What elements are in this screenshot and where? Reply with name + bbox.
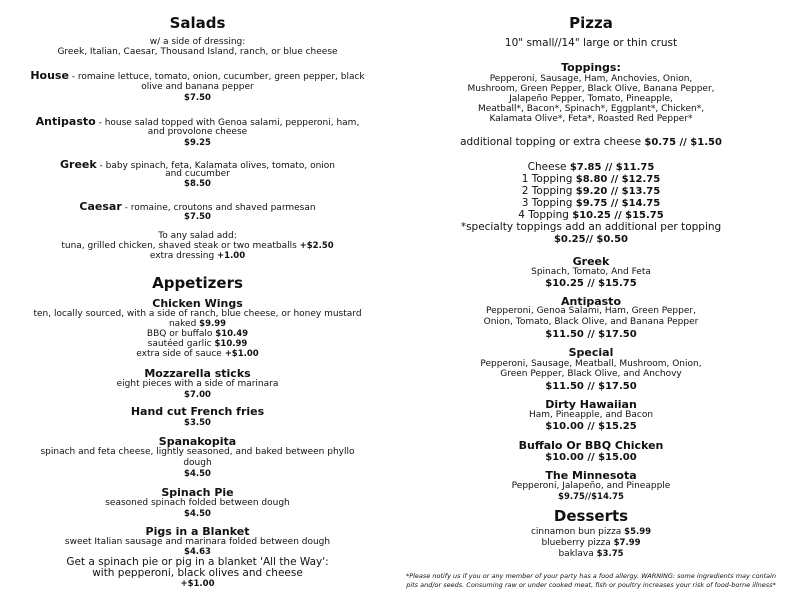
- pizza-heading: Pizza: [569, 14, 613, 32]
- specialty-price: $10.00 // $15.25: [545, 421, 637, 432]
- salad-greek-desc: and cucumber: [165, 169, 230, 179]
- salad-add-line: tuna, grilled chicken, shaved steak or two meatballs +$2.50: [61, 241, 334, 251]
- salad-greek: Greek - baby spinach, feta, Kalamata olives, tomato, onion: [59, 158, 335, 171]
- salad-antipasto-price: $9.25: [184, 138, 211, 148]
- specialty-name: Greek: [572, 255, 610, 268]
- salad-greek-price: $8.50: [184, 179, 211, 189]
- specialty-name: Dirty Hawaiian: [545, 398, 637, 411]
- salad-antipasto-desc: and provolone cheese: [147, 127, 248, 137]
- salads-heading: Salads: [169, 14, 226, 32]
- specialty-name: Buffalo Or BBQ Chicken: [518, 439, 664, 452]
- pigs-desc: sweet Italian sausage and marinara folded between dough: [64, 537, 331, 547]
- allergy-note: *Please notify us if you or any member of your party has a food allergy. WARNING: some ingredients may contain: [405, 572, 777, 580]
- price-row: 1 Topping $8.80 // $12.75: [521, 173, 661, 185]
- specialty-price: $10.00 // $15.00: [545, 452, 637, 463]
- specialty-name: The Minnesota: [545, 469, 637, 482]
- price-row: 2 Topping $9.20 // $13.75: [521, 185, 661, 197]
- price-row: 4 Topping $10.25 // $15.75: [518, 209, 664, 221]
- wings-sauce: extra side of sauce +$1.00: [136, 349, 259, 359]
- toppings-line: Kalamata Olive*, Feta*, Roasted Red Pepper*: [489, 114, 693, 124]
- fries-price: $3.50: [184, 418, 211, 428]
- toppings-heading: Toppings:: [561, 61, 621, 74]
- price-row: Cheese $7.85 // $11.75: [527, 161, 655, 173]
- specialty-desc: Pepperoni, Sausage, Meatball, Mushroom, Onion,: [480, 359, 702, 369]
- toppings-line: Mushroom, Green Pepper, Black Olive, Banana Pepper,: [467, 84, 715, 94]
- desserts-heading: Desserts: [553, 507, 629, 525]
- wings-bbq: BBQ or buffalo $10.49: [146, 329, 249, 339]
- spanakopita-desc: spinach and feta cheese, lightly seasoned, and baked between phyllo: [40, 447, 355, 457]
- appetizers-heading: Appetizers: [152, 274, 243, 292]
- wings-name: Chicken Wings: [152, 297, 243, 310]
- mozz-price: $7.00: [184, 390, 211, 400]
- all-the-way-price: +$1.00: [180, 579, 215, 589]
- dessert-item: blueberry pizza $7.99: [541, 538, 641, 548]
- dessert-item: cinnamon bun pizza $5.99: [530, 527, 652, 537]
- salad-caesar-price: $7.50: [184, 212, 211, 222]
- dressing-options: Greek, Italian, Caesar, Thousand Island, ranch, or blue cheese: [57, 47, 338, 57]
- spanakopita-desc2: dough: [183, 458, 212, 468]
- pigs-name: Pigs in a Blanket: [145, 525, 250, 538]
- pigs-price: $4.63: [184, 547, 211, 557]
- specialty-desc: Green Pepper, Black Olive, and Anchovy: [500, 369, 682, 379]
- toppings-line: Pepperoni, Sausage, Ham, Anchovies, Onion,: [489, 74, 693, 84]
- specialty-price: $11.50 // $17.50: [545, 381, 637, 392]
- specialty-desc: Spinach, Tomato, And Feta: [531, 267, 651, 277]
- specialty-name: Antipasto: [560, 295, 622, 308]
- pizza-sizes: 10" small//14" large or thin crust: [504, 37, 678, 49]
- additional-topping: additional topping or extra cheese $0.75 // $1.50: [460, 136, 722, 148]
- spinach-pie-price: $4.50: [184, 509, 211, 519]
- specialty-desc: Pepperoni, Genoa Salami, Ham, Green Pepper,: [486, 306, 696, 316]
- spanakopita-name: Spanakopita: [158, 435, 237, 448]
- fries-name: Hand cut French fries: [130, 405, 265, 418]
- salad-caesar: Caesar - romaine, croutons and shaved parmesan: [79, 200, 316, 213]
- specialty-note: *specialty toppings add an additional per topping: [460, 221, 722, 233]
- salad-house: House - romaine lettuce, tomato, onion, cucumber, green pepper, black: [30, 69, 365, 82]
- specialty-desc: Onion, Tomato, Black Olive, and Banana Pepper: [483, 317, 699, 327]
- price-row: 3 Topping $9.75 // $14.75: [521, 197, 661, 209]
- salad-house-desc: olive and banana pepper: [141, 82, 254, 92]
- wings-naked: naked $9.99: [168, 319, 227, 329]
- specialty-price: $9.75//$14.75: [558, 492, 624, 502]
- salad-antipasto: Antipasto - house salad topped with Genoa salami, pepperoni, ham,: [35, 115, 360, 128]
- allergy-note: pits and/or seeds. Consuming raw or under cooked meat, fish or poultry increases your risk of food-borne illness*: [406, 581, 776, 589]
- wings-desc: ten, locally sourced, with a side of ranch, blue cheese, or honey mustard: [33, 309, 362, 319]
- spinach-pie-name: Spinach Pie: [161, 486, 234, 499]
- mozz-name: Mozzarella sticks: [144, 367, 251, 380]
- specialty-desc: Ham, Pineapple, and Bacon: [528, 410, 654, 420]
- specialty-price: $10.25 // $15.75: [545, 278, 637, 289]
- salad-add-title: To any salad add:: [158, 231, 237, 241]
- salad-extra-dressing: extra dressing +1.00: [149, 251, 246, 261]
- specialty-price: $11.50 // $17.50: [545, 329, 637, 340]
- toppings-line: Jalapeño Pepper, Tomato, Pineapple,: [509, 94, 673, 104]
- dressing-intro: w/ a side of dressing:: [149, 37, 246, 47]
- dessert-item: baklava $3.75: [558, 549, 624, 559]
- mozz-desc: eight pieces with a side of marinara: [116, 379, 279, 389]
- spinach-pie-desc: seasoned spinach folded between dough: [105, 498, 290, 508]
- salad-house-price: $7.50: [184, 93, 211, 103]
- spanakopita-price: $4.50: [184, 469, 211, 479]
- all-the-way-line2: with pepperoni, black olives and cheese: [92, 567, 303, 579]
- toppings-line: Meatball*, Bacon*, Spinach*, Eggplant*, Chicken*,: [477, 104, 705, 114]
- specialty-desc: Pepperoni, Jalapeño, and Pineapple: [511, 481, 671, 491]
- specialty-name: Special: [568, 346, 614, 359]
- all-the-way-line1: Get a spinach pie or pig in a blanket 'All the Way':: [66, 556, 329, 568]
- specialty-price: $0.25// $0.50: [553, 234, 629, 245]
- wings-garlic: sautéed garlic $10.99: [147, 339, 248, 349]
